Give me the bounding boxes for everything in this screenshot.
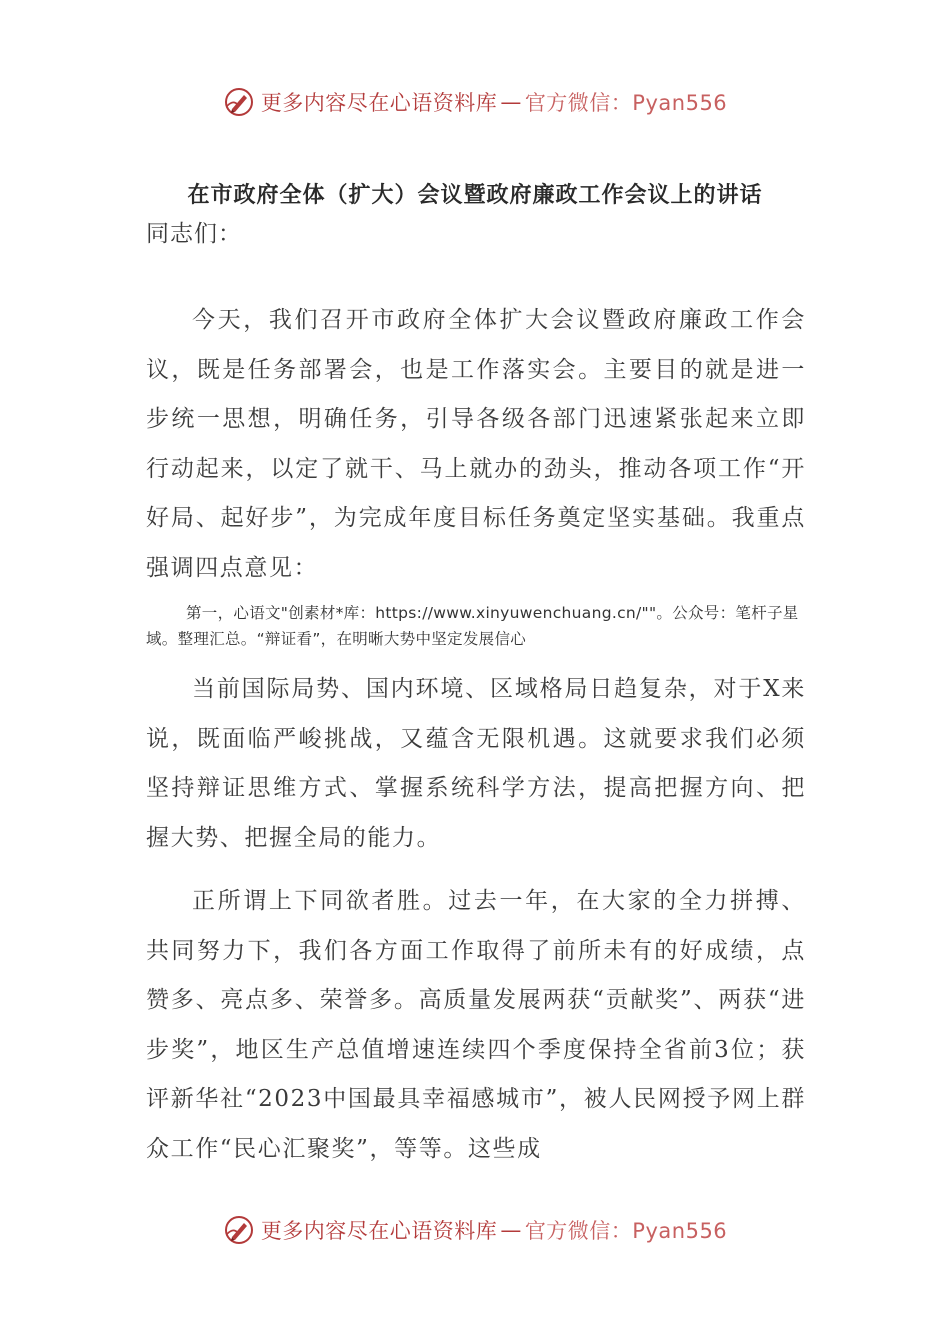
paragraph-situation: 当前国际局势、国内环境、区域格局日趋复杂，对于X来说，既面临严峻挑战，又蕴含无限机遇。这就要求我们必须坚持辩证思维方式、掌握系统科学方法，提高把握方向、把握大势、把握全局的能力。 [146,676,806,851]
banner-text: 更多内容尽在心语资料库 [260,91,498,115]
salutation: 同志们： [146,221,242,247]
banner-text: 更多内容尽在心语资料库 [260,1219,498,1243]
banner-dash: — [500,90,522,114]
paragraph-intro: 今天，我们召开市政府全体扩大会议暨政府廉政工作会议，既是任务部署会，也是工作落实会。主要目的就是进一步统一思想，明确任务，引导各级各部门迅速紧张起来立即行动起来，以定了就干、马上就办的劲头，推动各项工作“开好局、起好步”，为完成年度目标任务奠定坚实基础。我重点强调四点意见： [146,307,806,581]
pen-logo-icon [223,86,255,118]
header-banner [0,84,950,120]
pen-logo-icon [223,1214,255,1246]
banner-wechat: 官方微信：Pyan556 [524,91,728,115]
paragraph-achievements: 正所谓上下同欲者胜。过去一年，在大家的全力拼搏、共同努力下，我们各方面工作取得了前所未有的好成绩，点赞多、亮点多、荣誉多。高质量发展两获“贡献奖”、两获“进步奖”，地区生产总值增速连续四个季度保持全省前3位；获评新华社“2023中国最具幸福感城市”，被人民网授予网上群众工作“民心汇聚奖”，等等。这些成 [146,888,806,1162]
banner-dash: — [500,1218,522,1242]
footer-banner [0,1212,950,1248]
banner-wechat: 官方微信：Pyan556 [524,1219,728,1243]
section-heading-note: 第一，心语文"创素材*库：https://www.xinyuwenchuang.cn/""。公众号：笔杆子星域。整理汇总。“辩证看”，在明晰大势中坚定发展信心 [146,604,799,648]
document-title: 在市政府全体（扩大）会议暨政府廉政工作会议上的讲话 [187,183,763,208]
